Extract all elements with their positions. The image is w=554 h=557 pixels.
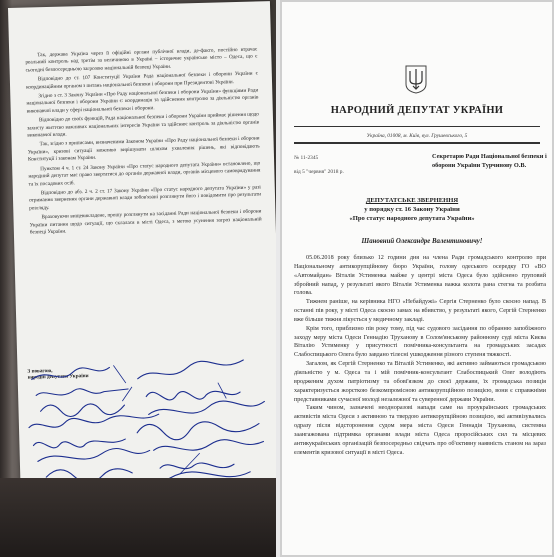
left-paragraph: Згідно з ст. 3 Закону України «Про Раду національної безпеки і оборони України» функціями Ради національної безпеки і оборони України є: координація та здійснення контролю за діяльністю органів виконавчої влади у сфері національної безпеки і оборони. <box>26 87 259 115</box>
handwritten-signatures <box>8 1 276 508</box>
letterhead-title: НАРОДНИЙ ДЕПУТАТ УКРАЇНИ <box>330 105 504 116</box>
outgoing-date: від 5 "червня" 2018 р. <box>294 169 344 175</box>
signature-caption-text: народні депутати України <box>27 373 89 381</box>
letter-paragraph: Таким чином, зазначені неодноразові напади саме на проукраїнських громадських активістів міста Одеси з активною та твердою антикорупційною позицією, які активізувались одразу після відсторонення судом мера міста Одеси Геннадія Труханова, системна заангажована підтримка органами влади міста Одеса проросійських сил та місцевих антикукраїнських організацій безпосередньо свідчать про об'єктивну наявність станом на зараз елементів кризової ситуації в місті Одеса. <box>294 405 546 456</box>
outgoing-number: № 11-2345 <box>294 155 319 161</box>
left-paragraph: Відповідно до абз. 2 ч. 2 ст. 17 Закону України «Про статус народного депутата України» у разі отримання звернення органи державної влади зобов'язані розглянути його і повідомити про результати розгляду. <box>28 184 262 212</box>
letter-paragraph: Крім того, приблизно пів року тому, під час судового засідання по обранню запобіжного заходу меру міста Одеси Геннадію Труханову в Солом'янському районному суді міста Києва Віталію Устименку у присутності помічника-консультанта на громадських засадах Слабоспицького Олега було завдано тілесні ушкодження різного ступеня тяжкості. <box>294 325 546 359</box>
left-paragraph: Пунктом 4 ч. 1 ст. 24 Закону України «Про статус народного депутата України» встановлено, що народний депутат має право звертатися до органів державної влади, органів місцевого самоврядування та їх посадових осіб. <box>28 160 261 188</box>
right-paper-sheet <box>282 2 552 555</box>
letterhead-divider <box>294 126 540 127</box>
signature-caption-title: З повагою, <box>27 367 53 375</box>
letterhead-address: Україна, 01008, м. Київ, вул. Грушевського, 5 <box>366 133 468 139</box>
greeting: Шановний Олександре Валентиновичу! <box>361 238 483 245</box>
appeal-law: «Про статус народного депутата України» <box>349 214 475 222</box>
left-paper-sheet <box>8 1 276 508</box>
left-paragraph: Відповідно до ст. 107 Конституції України Рада національної безпеки і оборони України є координаційним органом з питань національної безпеки і оборони при Президентові України. <box>26 70 258 91</box>
appeal-subtitle: у порядку ст. 16 Закону України <box>364 205 460 213</box>
letter-paragraph: Тижнем раніше, на керівника НГО «Небайдужі» Сергія Стерненко було скоєно напад. В останні пів року, у місті Одеса скоєно замах на вбивство, у результаті якого, Сергій Стерненко вже більше тижня лікується у медичному закладі. <box>294 299 546 323</box>
trident-emblem-icon <box>404 64 428 94</box>
letterhead-divider <box>294 142 540 144</box>
letter-paragraph: 05.06.2018 року близько 12 години дня на члена Ради громадського контролю при Національному антикорупційному бюро України, голову одеського осередку ГО «ВО «Автомайдан» Віталія Устименка майже у центрі міста Одеса було здійснено груповий збройний напад, у результаті якого Віталія Устименка важка колота рана стегна та розбита голова. <box>294 255 546 297</box>
letter-body <box>294 254 546 457</box>
left-photo <box>0 0 276 557</box>
left-paragraph: Так, держава Україна через її офіційні органи публічної влади, де-факто, постійно втрачає реальний контроль над третім за величиною в Україні – історичне українське місто – Одеса, що є сьогодні безпосередньою загрозою національній безпеці України. <box>25 46 258 74</box>
appeal-heading <box>317 197 507 223</box>
left-paragraph: Відповідно до своїх функцій, Рада національної безпеки і оборони України приймає рішення щодо захисту життєво важливих національних інтересів України та здійснює контроль за діяльністю органів виконавчої влади. <box>27 111 260 139</box>
letter-paragraph: Загалом, як Сергій Стерненко та Віталій Устименко, які активно займаються громадською діяльністю у м. Одеса та і мій помічник-консультант Слабоспицький Олег володіють вродженим духом патріотизму та обові'язком до своєї держави, їх громадська позиція характеризується жорсткою безкомпромісною антикорупційною позицією, вони є справжніми представниками сучасної молоді незалежної та суверенної держави України. <box>294 361 546 403</box>
recipient-block: Секретарю Ради Національної безпеки і оборони України Турчинову О.В. <box>432 153 547 169</box>
left-paragraph: Так, згідно з приписами, визначеними Законом України «Про Раду національної безпеки і оборони України», кризові ситуації можливо вирішувати шляхом ухвалення рішень, які відповідають Конституції і законам України. <box>27 135 260 163</box>
appeal-title: ДЕПУТАТСЬКЕ ЗВЕРНЕННЯ <box>365 197 459 204</box>
left-paragraph: Враховуючи вищевикладене, прошу розглянути на засіданні Ради національної безпеки і оборони України питання щодо ситуації, що склалася в місті Одеса, з метою усунення загроз національній безпеці України. <box>29 208 262 236</box>
desk-surface <box>0 478 276 557</box>
right-photo <box>280 0 554 557</box>
